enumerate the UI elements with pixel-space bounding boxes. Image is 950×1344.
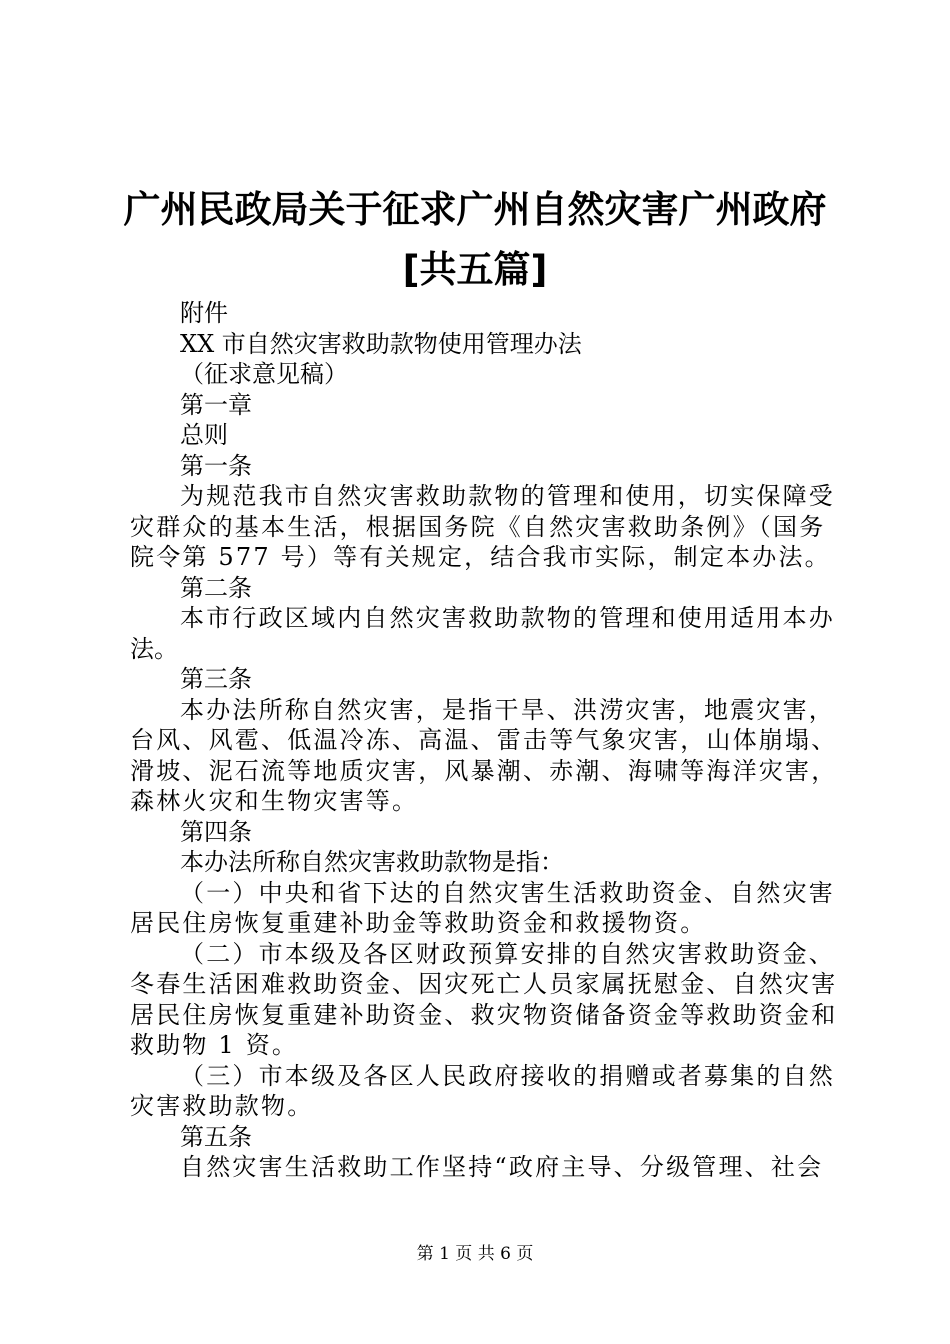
paragraph-line: 本办法所称自然灾害，是指干旱、洪涝灾害，地震灾害， bbox=[180, 695, 835, 724]
document-title-line-1: 广州民政局关于征求广州自然灾害广州政府 bbox=[123, 188, 827, 231]
paragraph-line: 冬春生活困难救助资金、因灾死亡人员家属抚慰金、自然灾害 bbox=[130, 970, 838, 998]
paragraph-line: 自然灾害生活救助工作坚持“政府主导、分级管理、社会 bbox=[180, 1153, 824, 1181]
paragraph-line: 灾群众的基本生活，根据国务院《自然灾害救助条例》（国务 bbox=[130, 512, 826, 541]
paragraph-line: 森林火灾和生物灾害等。 bbox=[130, 787, 419, 815]
heading-chapter-1: 第一章 bbox=[180, 390, 252, 419]
heading-article-2: 第二条 bbox=[180, 573, 252, 602]
heading-measure-title: XX 市自然灾害救助款物使用管理办法 bbox=[180, 329, 582, 358]
paragraph-line: 滑坡、泥石流等地质灾害，风暴潮、赤潮、海啸等海洋灾害， bbox=[130, 756, 838, 785]
paragraph-line: （一）中央和省下达的自然灾害生活救助资金、自然灾害 bbox=[180, 878, 835, 907]
page-number-footer: 第 1 页 共 6 页 bbox=[416, 1244, 534, 1264]
paragraph-line: 本市行政区域内自然灾害救助款物的管理和使用适用本办 bbox=[180, 604, 835, 632]
heading-article-4: 第四条 bbox=[180, 817, 252, 846]
paragraph-line: 救助物 1 资。 bbox=[130, 1031, 299, 1059]
paragraph-line: （三）市本级及各区人民政府接收的捐赠或者募集的自然 bbox=[180, 1061, 835, 1090]
paragraph-line: 灾害救助款物。 bbox=[130, 1092, 314, 1120]
paragraph-line: 本办法所称自然灾害救助款物是指： bbox=[180, 848, 564, 876]
document-body bbox=[130, 298, 838, 1183]
heading-general-provisions: 总则 bbox=[180, 421, 228, 449]
document-title-line-2: [共五篇] bbox=[402, 248, 548, 291]
paragraph-line: 台风、风雹、低温冷冻、高温、雷击等气象灾害，山体崩塌、 bbox=[130, 726, 838, 754]
paragraph-line: 为规范我市自然灾害救助款物的管理和使用，切实保障受 bbox=[180, 482, 835, 510]
heading-article-5: 第五条 bbox=[180, 1122, 252, 1151]
paragraph-line: 法。 bbox=[130, 634, 178, 663]
paragraph-line: 院令第 577 号）等有关规定，结合我市实际，制定本办法。 bbox=[130, 543, 831, 571]
paragraph-line: 居民住房恢复重建补助金等救助资金和救援物资。 bbox=[130, 909, 707, 937]
heading-article-1: 第一条 bbox=[180, 451, 252, 480]
heading-attachment: 附件 bbox=[180, 299, 228, 327]
heading-article-3: 第三条 bbox=[180, 665, 252, 693]
paragraph-line: （二）市本级及各区财政预算安排的自然灾害救助资金、 bbox=[180, 939, 835, 968]
heading-draft-note: （征求意见稿） bbox=[180, 360, 348, 388]
paragraph-line: 居民住房恢复重建补助资金、救灾物资储备资金等救助资金和 bbox=[130, 1000, 838, 1029]
